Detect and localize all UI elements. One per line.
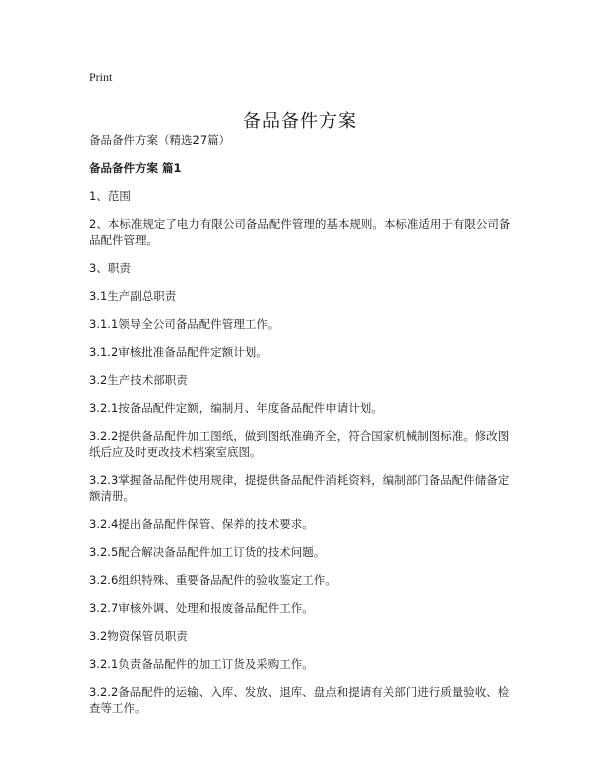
paragraph-3-2-3: 3.2.3掌握备品配件使用规律，提提供备品配件消耗资料，编制部门备品配件储备定额清册。 <box>89 473 510 503</box>
paragraph-3-2-5: 3.2.5配合解决备品配件加工订货的技术问题。 <box>89 545 326 559</box>
paragraph-scope: 1、范围 <box>89 189 131 203</box>
paragraph-3-2-2: 3.2.2提供备品配件加工图纸，做到图纸准确齐全，符合国家机械制图标准。修改图纸后应及时更改技术档案室底图。 <box>89 429 510 459</box>
paragraph-standard: 2、本标准规定了电力有限公司备品配件管理的基本规则。本标准适用于有限公司备品配件管理。 <box>89 217 511 247</box>
document-body <box>89 132 515 728</box>
document-title: 备品备件方案 <box>243 111 357 133</box>
paragraph-3-2-4: 3.2.4提出备品配件保管、保养的技术要求。 <box>89 517 314 531</box>
paragraph-3-2-1-purchasing: 3.2.1负责备品配件的加工订货及采购工作。 <box>89 657 314 671</box>
paragraph-3-1-1: 3.1.1领导全公司备品配件管理工作。 <box>89 317 280 331</box>
paragraph-3-1-2: 3.1.2审核批准备品配件定额计划。 <box>89 345 268 359</box>
paragraph-3-2-7: 3.2.7审核外调、处理和报废备品配件工作。 <box>89 601 314 615</box>
paragraph-responsibilities: 3、职责 <box>89 261 131 275</box>
document-subtitle: 备品备件方案（精选27篇） <box>89 133 231 147</box>
section-heading: 备品备件方案 篇1 <box>89 161 182 175</box>
paragraph-3-2-storekeeper: 3.2物资保管员职责 <box>89 629 188 643</box>
paragraph-3-2-6: 3.2.6组织特殊、重要备品配件的验收鉴定工作。 <box>89 573 337 587</box>
print-label: Print <box>89 70 113 84</box>
paragraph-3-2-2-logistics: 3.2.2备品配件的运输、入库、发放、退库、盘点和提请有关部门进行质量验收、检查等工作。 <box>89 685 510 715</box>
paragraph-3-1: 3.1生产副总职责 <box>89 289 177 303</box>
paragraph-3-2: 3.2生产技术部职责 <box>89 373 188 387</box>
paragraph-3-2-1: 3.2.1按备品配件定额，编制月、年度备品配件申请计划。 <box>89 401 383 415</box>
